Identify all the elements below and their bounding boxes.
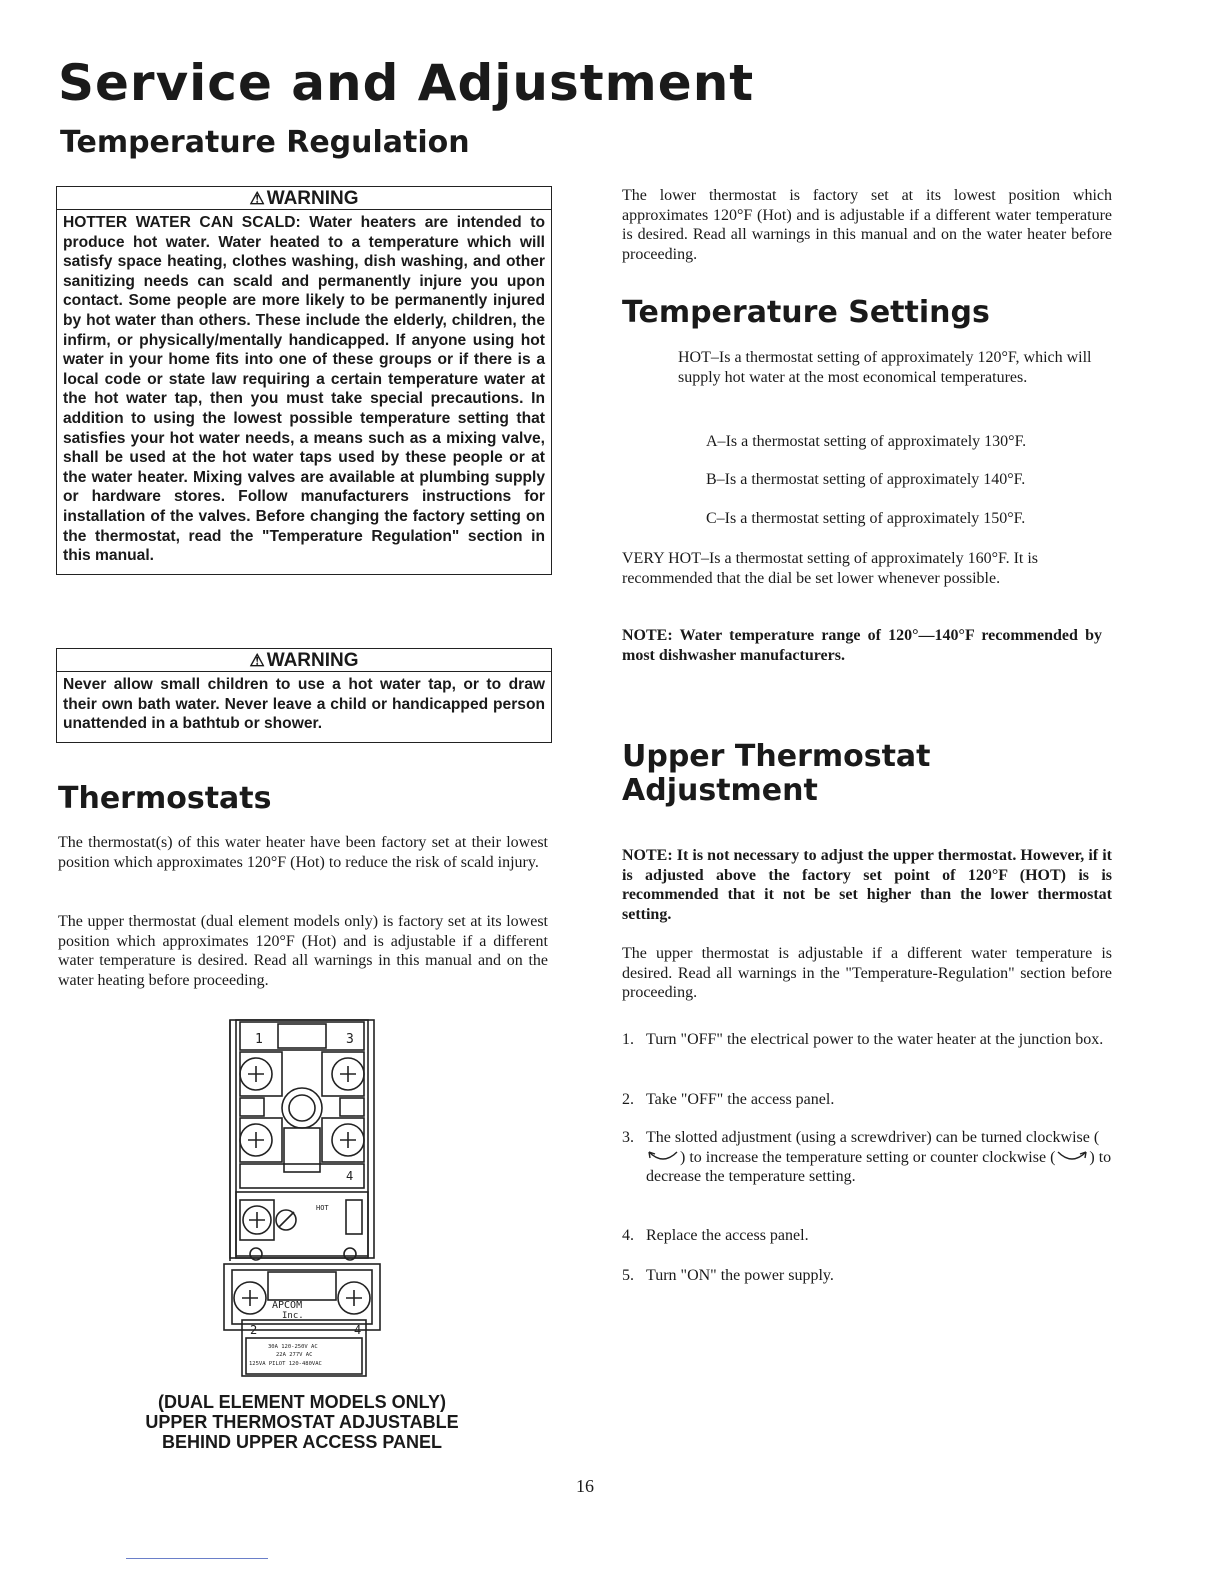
step-item	[622, 1090, 1112, 1110]
section-heading-upper-thermostat	[622, 740, 931, 807]
setting-label: C–	[706, 510, 725, 527]
step-item	[622, 1030, 1112, 1050]
bottom-rule	[126, 1558, 268, 1559]
section-title-temperature-regulation: Temperature Regulation	[60, 125, 470, 160]
section-heading-temperature-settings: Temperature Settings	[622, 295, 990, 330]
terminal-1-label: 1	[255, 1032, 263, 1047]
setting-item-a	[706, 432, 1106, 452]
heading-line: Adjustment	[622, 772, 818, 808]
upper-thermostat-note: NOTE: It is not necessary to adjust the upper thermostat. However, if it is adjusted above the factory set point of 120°F (HOT) is is recommended that it not be set higher than the lower thermostat setting.	[622, 847, 1112, 923]
rating-line-1: 30A 120-250V AC	[268, 1344, 318, 1350]
step-text-part: The slotted adjustment (using a screwdriver) can be turned clockwise (	[646, 1129, 1100, 1146]
setting-label: VERY HOT–	[622, 550, 709, 567]
heading-line: Upper Thermostat	[622, 739, 931, 774]
warning-box-children	[56, 648, 552, 743]
brand-label-2: Inc.	[282, 1311, 304, 1321]
setting-text: Is a thermostat setting of approximately 130°F.	[725, 433, 1027, 450]
step-text	[646, 1128, 1112, 1187]
step-text-part: ) to increase the temperature setting or counter clockwise (	[680, 1148, 1056, 1166]
warning-header	[57, 187, 551, 210]
diagram-caption	[100, 1392, 504, 1452]
thermostat-diagram	[222, 1016, 382, 1380]
step-item	[622, 1128, 1112, 1187]
hot-label: HOT	[316, 1204, 329, 1212]
step-item	[622, 1226, 1112, 1246]
warning-box-scald	[56, 186, 552, 575]
setting-label: HOT–	[678, 349, 719, 366]
page-number: 16	[576, 1476, 594, 1496]
setting-item-c	[706, 509, 1106, 529]
diagram-caption-line: (DUAL ELEMENT MODELS ONLY)	[157, 1392, 446, 1412]
step-text: Replace the access panel.	[646, 1227, 809, 1244]
upper-thermostat-intro: The upper thermostat is adjustable if a different water temperature is desired. Read all warnings in the "Temperature-Regulation" section before proceeding.	[622, 945, 1112, 1001]
page-title: Service and Adjustment	[58, 54, 755, 112]
counter-clockwise-arrow-icon	[1055, 1150, 1089, 1164]
warning-triangle-icon: ⚠	[249, 651, 265, 670]
setting-item-b	[706, 470, 1106, 490]
step-text-part: ) to decrease the temperature setting.	[646, 1148, 1112, 1185]
setting-item-hot	[678, 348, 1110, 387]
setting-text: Is a thermostat setting of approximately 160°F. It is recommended that the dial be set lower whenever possible.	[622, 550, 1039, 587]
setting-text: Is a thermostat setting of approximately 120°F, which will supply hot water at the most economical temperatures.	[678, 349, 1092, 386]
terminal-4-label: 4	[346, 1169, 354, 1183]
step-number: 1.	[622, 1031, 634, 1048]
step-number: 4.	[622, 1227, 634, 1244]
diagram-caption-line: BEHIND UPPER ACCESS PANEL	[161, 1432, 443, 1452]
setting-label: B–	[706, 471, 725, 488]
warning-header	[57, 649, 551, 672]
thermostats-paragraph-1: The thermostat(s) of this water heater have been factory set at their lowest position which approximates 120°F (Hot) to reduce the risk of scald injury.	[58, 834, 548, 871]
warning-body: HOTTER WATER CAN SCALD: Water heaters are intended to produce hot water. Water heated to a temperature which will satisfy space heating, clothes washing, dish washing, and other sanitizing needs can scald and permanently injure you upon contact. Some people are more likely to be permanently injured by hot water than others. These include the elderly, children, the infirm, or physically/mentally handicapped. If anyone using hot water in your home fits into one of these groups or if there is a local code or state law requiring a certain temperature water at the hot water tap, then you must take special precautions. In addition to using the lowest possible temperature setting that satisfies your hot water needs, a means such as a mixing valve, shall be used at the hot water taps used by these people or at the water heater. Mixing valves are available at plumbing supply or hardware stores. Follow manufacturers instructions for installation of the valves. Before changing the factory setting on the thermostat, read the "Temperature Regulation" section in this manual.	[63, 214, 545, 565]
rating-line-2: 22A 277V AC	[276, 1352, 313, 1358]
step-text: Turn "OFF" the electrical power to the water heater at the junction box.	[646, 1031, 1104, 1048]
step-number: 3.	[622, 1129, 634, 1146]
dishwasher-note: NOTE: Water temperature range of 120°—140°F recommended by most dishwasher manufacturers.	[622, 627, 1102, 664]
step-item	[622, 1266, 1112, 1286]
clockwise-arrow-icon	[646, 1150, 680, 1164]
step-text: Take "OFF" the access panel.	[646, 1091, 835, 1108]
setting-text: Is a thermostat setting of approximately 150°F.	[724, 510, 1026, 527]
terminal-3-label: 3	[346, 1032, 354, 1047]
lower-thermostat-intro: The lower thermostat is factory set at its lowest position which approximates 120°F (Hot) and is adjustable if a different water temperature is desired. Read all warnings in this manual and on the water heater before proceeding.	[622, 187, 1112, 263]
section-heading-thermostats: Thermostats	[58, 781, 272, 816]
step-text: Turn "ON" the power supply.	[646, 1267, 834, 1284]
warning-triangle-icon: ⚠	[249, 189, 265, 208]
brand-label: APCOM	[272, 1300, 303, 1311]
thermostats-paragraph-2: The upper thermostat (dual element models only) is factory set at its lowest position which approximates 120°F (Hot) and is adjustable if a different water temperature is desired. Read all warnings in this manual and on the water heating before proceeding.	[58, 913, 548, 989]
setting-text: Is a thermostat setting of approximately 140°F.	[724, 471, 1026, 488]
setting-label: A–	[706, 433, 726, 450]
rating-line-3: 125VA PILOT 120-480VAC	[249, 1361, 322, 1367]
warning-body: Never allow small children to use a hot water tap, or to draw their own bath water. Never leave a child or handicapped person unattended in a bathtub or shower.	[63, 676, 545, 733]
terminal-4-bottom-label: 4	[354, 1323, 362, 1337]
step-number: 2.	[622, 1091, 634, 1108]
warning-label: WARNING	[266, 188, 359, 209]
step-number: 5.	[622, 1267, 634, 1284]
warning-label: WARNING	[266, 650, 359, 671]
diagram-caption-line: UPPER THERMOSTAT ADJUSTABLE	[145, 1412, 459, 1432]
terminal-2-label: 2	[250, 1323, 258, 1337]
setting-item-very-hot	[622, 549, 1112, 588]
